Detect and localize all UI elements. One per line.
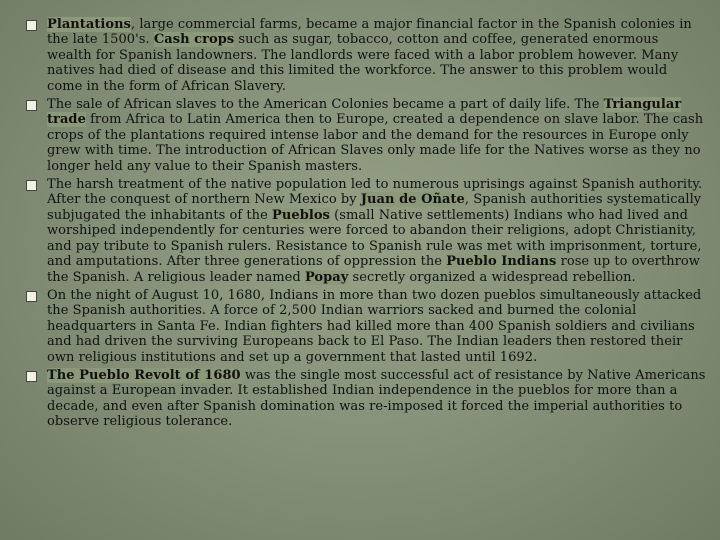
bullet-text: On the night of August 10, 1680, Indians in more than two dozen pueblos simultaneously attacked the Spanish authorities. A force of 2,500 Indian warriors sacked and burned the colonial headquarters in Santa Fe. Indian fighters had killed more than 400 Spanish soldiers and civilians and had driven the surviving Europeans back to El Paso. The Indian leaders then restored their own religious institutions and set up a government that lasted until 1692. <box>47 287 702 365</box>
bullet-text: secretly organized a widespread rebellion. <box>348 269 636 285</box>
highlighted-term: Pueblo Indians <box>446 254 557 270</box>
highlighted-term: Cash crops <box>153 32 235 48</box>
bullet-item <box>26 177 706 285</box>
square-bullet-icon <box>26 20 37 31</box>
bullet-text: rose up to overthrow the Spanish. A religious leader named <box>47 254 700 285</box>
highlighted-term: Triangular trade <box>47 97 682 128</box>
bullet-text: such as sugar, tobacco, cotton and coffee, generated enormous wealth for Spanish landowners. The landlords were faced with a labor problem however. Many natives had died of disease and this limited the workforce. The answer to this problem would come in the form of African Slavery. <box>47 32 679 94</box>
highlighted-term: Plantations <box>47 17 131 32</box>
bullet-text: , large commercial farms, became a major financial factor in the Spanish colonies in the late 1500's. <box>47 17 692 48</box>
square-bullet-icon <box>26 100 37 111</box>
bullet-text: , Spanish authorities systematically subjugated the inhabitants of the <box>47 192 702 223</box>
highlighted-term: Popay <box>304 269 349 285</box>
bullet-text: was the single most successful act of resistance by Native Americans against a European invader. It established Indian independence in the pueblos for more than a decade, and even after Spanish domination was re-imposed it forced the imperial authorities to observe religious tolerance. <box>47 367 706 430</box>
bullet-item <box>26 17 706 94</box>
bullet-text: The harsh treatment of the native population led to numerous uprisings against Spanish authority. After the conquest of northern New Mexico by <box>47 177 703 208</box>
highlighted-term: Juan de Oñate <box>360 192 465 208</box>
bullet-text: (small Native settlements) Indians who had lived and worshiped independently for centuries were forced to abandon their religions, adopt Christianity, and pay tribute to Spanish rulers. Resistance to Spanish rule was met with imprisonment, torture, and amputations. After three generations of oppression the <box>47 207 702 270</box>
square-bullet-icon <box>26 291 37 302</box>
square-bullet-icon <box>26 371 37 382</box>
bullet-item <box>26 368 706 430</box>
bullet-item <box>26 97 706 174</box>
bullet-list <box>26 17 706 433</box>
highlighted-term: The Pueblo Revolt of 1680 <box>47 367 241 383</box>
highlighted-term: Pueblos <box>272 207 330 223</box>
square-bullet-icon <box>26 180 37 191</box>
bullet-text: The sale of African slaves to the American Colonies became a part of daily life. The <box>47 97 604 113</box>
bullet-item <box>26 288 706 365</box>
bullet-text: from Africa to Latin America then to Europe, created a dependence on slave labor. The cash crops of the plantations required intense labor and the demand for the resources in Europe only grew with time. The introduction of African Slaves only made life for the Natives worse as they no longer held any value to their Spanish masters. <box>47 112 704 174</box>
